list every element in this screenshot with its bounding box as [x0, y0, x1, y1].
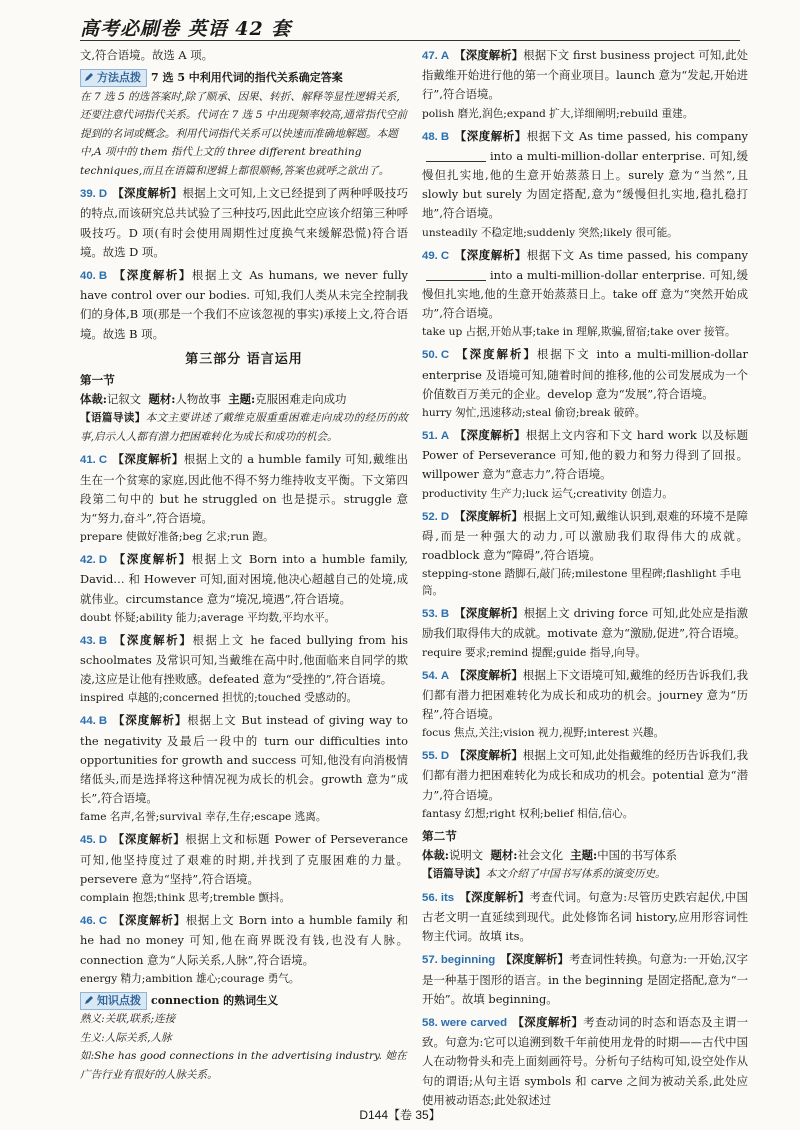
knowledge-line-2: 生义:人际关系,人脉	[80, 1031, 172, 1044]
analysis-tag: 【深度解析】	[112, 452, 184, 467]
answer-45	[80, 830, 408, 889]
answer-46	[80, 911, 408, 970]
q-number: 48.	[422, 130, 438, 143]
vocab-41: prepare 使做好准备;beg 乞求;run 跑。	[80, 531, 274, 544]
q-answer: C	[98, 454, 108, 467]
analysis-text: 根据上文和标题 Power of Perseverance 可知,他坚持度过了艰难的时期,并找到了克服困难的力量。persevere 意为“坚持”,符合语境。	[80, 832, 408, 886]
analysis-tag: 【深度解析】	[112, 632, 193, 647]
answer-42	[80, 550, 408, 609]
analysis-text: 根据上文可知,戴维认识到,艰难的环境不是障碍,而是一种强大的动力,可以激励我们取得伟大的成就。roadblock 意为“障碍”,符合语境。	[422, 508, 748, 563]
analysis-text-a: 根据下文 As time passed, his company	[526, 128, 748, 143]
analysis-text: 根据上文内容和下文 hard work 以及标题 Power of Perseverance 可知,他的毅力和努力得到了回报。willpower 意为“意志力”,符合语境。	[422, 428, 748, 482]
analysis-text-b: into a multi-million-dollar enterprise. 可知,缓慢但扎实地,他的生意开始蒸蒸日上。take off 意为“突然开始成功”,符合语境。	[422, 267, 748, 321]
analysis-tag: 【深度解析】	[454, 748, 523, 763]
topic: 社会文化	[517, 848, 564, 863]
analysis-text: 根据下文 first business project 可知,此处指戴维开始进行他的第一个商业项目。launch 意为“发起,开始进行”,符合语境。	[422, 48, 748, 102]
method-tip-body: 在 7 选 5 的选答案时,除了顺承、因果、转折、解释等显性逻辑关系,还要注意代词指代关系。代词在 7 选 5 中出现频率较高,通常指代空前提到的名词或概念。利用代词指代关系可以快速而准确地解题。本题中,A 项中的 them 指代上文的 three different breathing techniques,而且在语篇和逻辑上都很顺畅,答案也就呼之欲出了。	[80, 90, 407, 177]
vocab-45: complain 抱怨;think 思考;tremble 颤抖。	[80, 892, 291, 905]
section2-title: 第二节	[422, 828, 457, 843]
guide-tag: 【语篇导读】	[80, 412, 146, 425]
answer-39	[80, 184, 408, 262]
q-number: 50.	[422, 349, 438, 362]
analysis-text: 根据上文 Born into a humble family, David… 和 However 可知,面对困境,他决心超越自己的处境,成就伟业。circumstance 意为“境况,境遇”,符合语境。	[80, 552, 408, 606]
vocab-50: hurry 匆忙,迅速移动;steal 偷窃;break 破碎。	[422, 407, 646, 420]
q-keyword: its	[440, 891, 455, 904]
answer-43	[80, 631, 408, 690]
answer-48	[422, 127, 748, 224]
q-number: 43.	[80, 634, 96, 647]
q-keyword: beginning	[440, 954, 496, 967]
knowledge-tip-label	[80, 992, 147, 1010]
q-number: 40.	[80, 270, 96, 283]
genre: 记叙文	[107, 392, 142, 407]
analysis-text-a: 根据下文 As time passed, his company	[526, 247, 748, 262]
q-number: 53.	[422, 608, 438, 621]
method-tip-label	[80, 69, 147, 87]
knowledge-line-3: 如:She has good connections in the advertising industry. 她在广告行业有很好的人脉关系。	[80, 1050, 407, 1081]
part3-title: 第三部分 语言运用	[185, 351, 303, 367]
q-answer: D	[98, 834, 108, 847]
vocab-42: doubt 怀疑;ability 能力;average 平均数,平均水平。	[80, 611, 336, 624]
q-number: 56.	[422, 891, 438, 904]
q-number: 49.	[422, 249, 438, 262]
vocab-55: fantasy 幻想;right 权利;belief 相信,信心。	[422, 807, 634, 820]
q-number: 41.	[80, 454, 96, 467]
theme-label: 主题:	[228, 392, 256, 407]
genre-label: 体裁:	[422, 848, 449, 863]
analysis-tag: 【深度解析】	[112, 713, 188, 728]
guide-text: 本文主要讲述了戴维克服重重困难走向成功的经历的故事,启示人人都有潜力把困难转化为成长和成功的机会。	[80, 412, 408, 443]
analysis-text: 根据上文 Born into a humble family 和 he had no money 可知,他在商界既没有钱,也没有人脉。connection 意为“人际关系,人脉”,符合语境。	[80, 913, 408, 967]
theme-label: 主题:	[570, 848, 598, 863]
vocab-51: productivity 生产力;luck 运气;creativity 创造力。	[422, 487, 674, 500]
header-rule	[80, 40, 740, 41]
section1-guide	[80, 409, 408, 446]
answer-58	[422, 1013, 748, 1110]
analysis-tag: 【深度解析】	[454, 48, 524, 62]
page-header-title: 高考必刷卷 英语 42 套	[80, 18, 292, 40]
guide-text: 本文介绍了中国书写体系的演变历史。	[485, 868, 666, 881]
vocab-48: unsteadily 不稳定地;suddenly 突然;likely 很可能。	[422, 226, 678, 239]
analysis-tag: 【深度解析】	[112, 186, 183, 201]
analysis-text: 根据上文的 a humble family 可知,戴维出生在一个贫寒的家庭,因此他不得不努力维持收支平衡。下文第四段第二句中的 but he struggled on 也是提示。struggle 意为“努力,奋斗”,符合语境。	[80, 452, 408, 526]
intro-line: 文,符合语境。故选 A 项。	[80, 48, 213, 62]
q-answer: A	[440, 430, 450, 443]
q-number: 51.	[422, 430, 438, 443]
answer-57	[422, 950, 748, 1009]
knowledge-tip	[80, 992, 408, 1085]
section2-guide	[422, 865, 748, 884]
vocab-49: take up 占据,开始从事;take in 理解,欺骗,留宿;take over 接管。	[422, 326, 736, 339]
q-answer: A	[440, 50, 450, 62]
analysis-text: 根据上下文语境可知,戴维的经历告诉我们,我们都有潜力把困难转化为成长和成功的机会。journey 意为“历程”,符合语境。	[422, 667, 748, 722]
q-number: 58.	[422, 1017, 438, 1030]
q-number: 52.	[422, 510, 438, 523]
analysis-tag: 【深度解析】	[112, 913, 186, 928]
knowledge-line-1: 熟义:关联,联系;连接	[80, 1013, 176, 1026]
analysis-text: 考查代词。句意为:尽管历史跌宕起伏,中国古老文明一直延续到现代。此处修饰名词 history,应用形容词性物主代词。故填 its。	[422, 889, 748, 944]
vocab-43: inspired 卓越的;concerned 担忧的;touched 受感动的。	[80, 692, 358, 705]
analysis-tag: 【深度解析】	[500, 952, 569, 967]
q-answer: B	[98, 634, 108, 647]
analysis-text: 考查动词的时态和语态及主谓一致。句意为:它可以追溯到数千年前使用龙骨的时期——古代中国人在动物骨头和壳上面刻画符号。分析句子结构可知,设空处作从句的谓语;从句主语 symbols 和 carve 之间为被动关系,此处应使用被动语态;此处叙述过	[422, 1015, 748, 1107]
q-number: 54.	[422, 669, 438, 682]
vocab-44: fame 名声,名誉;survival 幸存,生存;escape 逃离。	[80, 811, 327, 824]
vocab-47: polish 磨光,润色;expand 扩大,详细阐明;rebuild 重建。	[422, 107, 694, 120]
answer-49	[422, 246, 748, 324]
answer-47	[422, 46, 748, 105]
q-answer: C	[440, 249, 450, 262]
analysis-tag: 【深度解析】	[459, 889, 530, 904]
page-footer: D144【卷 35】	[359, 1108, 441, 1122]
q-answer: D	[98, 188, 108, 201]
answer-53	[422, 604, 748, 643]
theme: 克服困难走向成功	[255, 392, 347, 407]
q-number: 57.	[422, 954, 438, 967]
answer-51	[422, 426, 748, 485]
topic-label: 题材:	[148, 392, 176, 407]
blank-line	[426, 150, 486, 162]
analysis-text: 根据上文可知,上文已经提到了两种呼吸技巧的特点,而该研究总共试验了三种技巧,因此此空应该介绍第三种呼吸技巧。D 项(有时会使用周期性过度换气来缓解恐慌)符合语境。故选 D 项。	[80, 186, 408, 259]
q-number: 42.	[80, 554, 96, 567]
answer-54	[422, 666, 748, 725]
answer-52	[422, 507, 748, 566]
analysis-text: 根据上文 As humans, we never fully have control over our bodies. 可知,我们人类从未完全控制我们的身体,B 项(那是一个我们不应该忽视的事实)承接上文,符合语境。故选 B 项。	[80, 268, 408, 341]
analysis-tag: 【深度解析】	[454, 128, 527, 143]
genre: 说明文	[449, 848, 484, 863]
analysis-tag: 【深度解析】	[454, 347, 537, 362]
answer-41	[80, 450, 408, 528]
blank-line	[426, 269, 486, 281]
right-column	[422, 46, 748, 1110]
answer-55	[422, 746, 748, 805]
genre-label: 体裁:	[80, 392, 107, 407]
analysis-tag: 【深度解析】	[112, 832, 186, 847]
vocab-52: stepping-stone 踏脚石,敲门砖;milestone 里程碑;flashlight 手电筒。	[422, 568, 741, 598]
analysis-tag: 【深度解析】	[512, 1015, 584, 1030]
guide-tag: 【语篇导读】	[422, 868, 486, 881]
analysis-text: 根据上文可知,此处指戴维的经历告诉我们,我们都有潜力把困难转化为成长和成功的机会。potential 意为“潜力”,符合语境。	[422, 748, 748, 802]
analysis-text: 根据上文 But instead of giving way to the negativity 及最后一段中的 turn our difficulties into opportunities for growth and success 可知,他没有向消极情绪低头,而是选择将这种情况视为成长的机会。growth 意为“成长”,符合语境。	[80, 713, 408, 806]
q-number: 46.	[80, 915, 96, 928]
method-tip-heading: 7 选 5 中利用代词的指代关系确定答案	[151, 71, 343, 85]
analysis-tag: 【深度解析】	[454, 667, 523, 682]
pen-icon	[84, 72, 94, 82]
q-answer: C	[440, 349, 450, 362]
method-tip	[80, 69, 408, 180]
analysis-text: 根据上文 driving force 可知,此处应是指激励我们取得伟大的成就。motivate 意为“激励,促进”,符合语境。	[422, 606, 748, 641]
analysis-tag: 【深度解析】	[454, 508, 523, 523]
q-answer: A	[440, 669, 450, 682]
q-answer: B	[440, 608, 450, 621]
analysis-tag: 【深度解析】	[112, 268, 192, 283]
q-number: 44.	[80, 715, 96, 728]
knowledge-tip-heading: connection 的熟词生义	[151, 993, 279, 1007]
q-answer: D	[440, 750, 450, 763]
analysis-text-b: into a multi-million-dollar enterprise. 可知,缓慢但扎实地,他的生意开始蒸蒸日上。surely 意为“当然”,且 slowly but surely 为固定搭配,意为“缓慢但扎实地,稳扎稳打地”,符合语境。	[422, 148, 748, 221]
answer-56	[422, 888, 748, 947]
q-answer: B	[98, 715, 108, 728]
section2-meta	[422, 846, 748, 865]
analysis-tag: 【深度解析】	[454, 606, 524, 621]
vocab-54: focus 焦点,关注;vision 视力,视野;interest 兴趣。	[422, 727, 665, 740]
q-number: 39.	[80, 188, 96, 201]
q-keyword: were carved	[440, 1017, 508, 1030]
vocab-46: energy 精力;ambition 雄心;courage 勇气。	[80, 972, 300, 985]
knowledge-tip-label-text: 知识点拨	[97, 993, 141, 1007]
q-answer: C	[98, 915, 108, 928]
answer-44	[80, 711, 408, 808]
topic: 人物故事	[175, 392, 222, 407]
analysis-tag: 【深度解析】	[454, 428, 526, 443]
q-answer: B	[440, 130, 450, 143]
q-number: 47.	[422, 50, 438, 62]
topic-label: 题材:	[490, 848, 518, 863]
method-tip-label-text: 方法点拨	[97, 71, 141, 85]
q-answer: B	[98, 270, 108, 283]
q-number: 45.	[80, 834, 96, 847]
answer-50	[422, 345, 748, 404]
analysis-text: 考查词性转换。句意为:一开始,汉字是一种基于图形的语言。in the beginning 是固定搭配,意为“一开始”。故填 beginning。	[422, 952, 748, 1006]
answer-40	[80, 266, 408, 344]
analysis-text: 根据下文 into a multi-million-dollar enterprise 及语境可知,随着时间的推移,他的公司发展成为一个价值数百万美元的企业。develop 意为“发展”,符合语境。	[422, 347, 748, 401]
analysis-tag: 【深度解析】	[454, 247, 527, 262]
pen-icon	[84, 995, 94, 1005]
vocab-53: require 要求;remind 提醒;guide 指导,向导。	[422, 646, 647, 659]
q-number: 55.	[422, 750, 438, 763]
analysis-text: 根据上文 he faced bullying from his schoolmates 及常识可知,当戴维在高中时,他面临来自同学的欺凌,这应是让他有挫败感。defeated 意为“受挫的”,符合语境。	[80, 632, 408, 687]
left-column	[80, 46, 408, 1086]
q-answer: D	[98, 554, 108, 567]
theme: 中国的书写体系	[597, 848, 678, 863]
section1-meta	[80, 390, 408, 409]
q-answer: D	[440, 510, 450, 523]
analysis-tag: 【深度解析】	[112, 552, 192, 567]
section1-title: 第一节	[80, 373, 115, 388]
